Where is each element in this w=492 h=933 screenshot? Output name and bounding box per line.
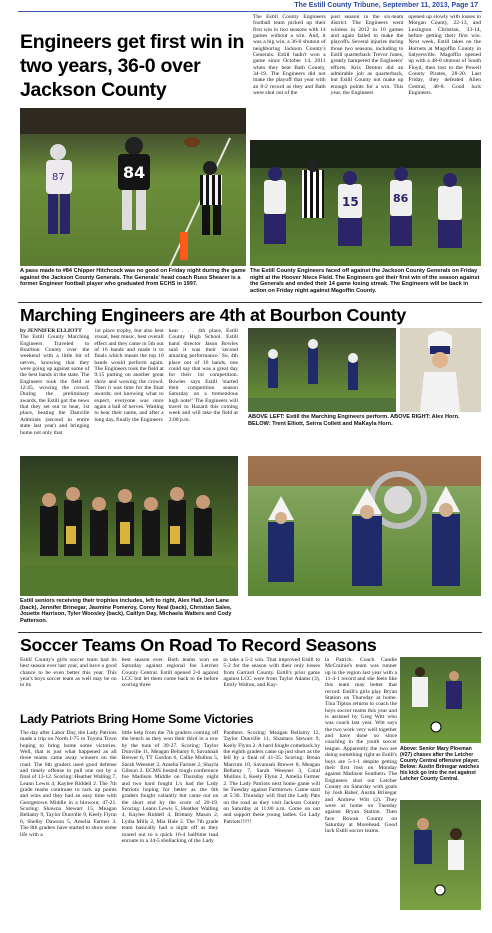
football-text-col2: post season in the six-team district. The Engineers went winless in 2012 in 10 games and again failed to make the playoffs. Several injuries during those two seasons, including to Estill quarterback Trevor Jones, greatly hampered the Engineers' efforts. Kris Denton did an admirable job as quarterback, but Estill County not make up enough points for a win. This year, the Engineers bbox=[330, 14, 404, 97]
soccer-text-col4: la Patrick. Coach Candie McCrainie's team was runner up in the region last year with a 11-4-1 record and she feels like this team may better that record. Estill's girls play Bryan Station on Thursday at home. Tina Tipton returns to coach the boys soccer teams this year and is assisted by Greg Witt who was coach last year. Witt says the two work very well together and have done so since coaching in the youth soccer league. Apparently the two are doing something right as Estill's boys are 5-1-1 despite getting their first loss on Monday against Madison Southern. The Engineers shut out Letcher County on Saturday with goals by Josh Baber, Austin Brinegar and Andrew Witt (2). They were at home on Tuesday against Bryan Station. Then face Rowan County on Saturday at Morehead. Good luck Estill soccer teams. bbox=[325, 657, 397, 835]
svg-text:84: 84 bbox=[123, 163, 146, 182]
page-header: The Estill County Tribune, September 11, 2013, Page 17 bbox=[18, 0, 482, 12]
lady-patriots-text-col3: Panthers. Scoring: Meagan Bellamy 12, Taylor Dunville 11, Shantara Stewart 9, Keely Flynn 2. A hard fought comeback by the eighth graders came up just short as the fell by a final of 41-35. Scoring: Brean Marcum 10, Savannah Brewer 8, Meagan Bellamy 7, Sarah Weesner 3, Coral Mullins 3, Keely Flynn 2, Amelia Farmer 2. The Lady Patriots next home game will be Tuesday against Farmtown. Game start at 5:30. Thursday will find the Lady Pats on the road as they visit Jackson County on Saturday at 11:00 a.m. Come on out and support these young ladies. Go Lady Patriots!!!!!! bbox=[223, 730, 320, 825]
football-text-col1: The Estill County Engineers football team picked up their first win in two seasons with 14 games without a win. And, it was a big win, a 36-0 shutout of neighboring Jackson County's Generals. Estill hadn't won a game since October 14, 2011 when they beat Bath County, 34-19. The Engineers did not make the playoff that year with an 8-2 record as they and Bath were shut out of the bbox=[253, 14, 326, 97]
marching-photo-performance bbox=[248, 328, 396, 412]
marching-photo-horns bbox=[248, 456, 481, 596]
svg-text:86: 86 bbox=[393, 192, 409, 205]
lady-patriots-text-col1: The day after Labor Day, the Lady Patriots made a trip on North I-75 to Toyota Town hoping to bring home some victories. Well, that is just what happened as all three teams came away winners on the road. The 6th graders used good defense and timely offense to pull one out by a final of 13-12. Scoring: Heather Walling 7, Leann Lewis 4, Kaylee Riddell 2. The 7th grade teams continues to rack up points and wins and they had an easy time with Georgetown Middle in a blowout, 47-21. Scoring: Shawna Stewart 15, Meagan Bellamy 9, Taylor Dunville 9, Keely Flynn 6, Shelby Dawson 5, Amelia Farmer 3. The 8th graders have started to show some life with a bbox=[20, 730, 117, 838]
headline-soccer: Soccer Teams On Road To Record Seasons bbox=[20, 635, 377, 655]
soccer-text-col2: best season ever. Both teams won on Saturday against regional foe Letcher County Central. Estill opened 2-0 against LCC but let them come back to tie before scoring three bbox=[121, 657, 219, 689]
marching-text-col2: 1st place trophy, but also best visual, best music, best overall effect and they came in 5th out of 16 bands and made it to finals which meant the top 10 bands would perform again. The Engineers took the field at 9:15 putting on another great show and wowing the crowd. Then it was time for the final awards; not knowing what to expect, everyone was once again a ball of nerves. Waiting to hear their name, and after a long day, finally the Engineers bbox=[94, 328, 164, 423]
marching-caption-above: ABOVE LEFT: Estill the Marching Engineers perform. ABOVE RIGHT: Alex Horn. BELOW: Trent Elliott, Seirra Collett and MaKayla Horn. bbox=[248, 414, 460, 427]
soccer-caption: Above: Senior Mary Ploeman (#27) chases after the Letcher County Central offensive player. Below: Austin Brinegar watches his kick go into the net against Letcher County Central. bbox=[400, 746, 480, 782]
marching-text-col1: The Estill County Marching Engineers Traveled to Bourbon County over the weekend with a little bit of nerves, knowing that they were going up against some of the best bands in the state. The Engineers took the field at 12:45, wowing the crowd. During the preliminary awards, the Estill got the news that they set out to hear, 1st place, beating the Danville Admirals (second in entire state last year) and bringing home not only that bbox=[20, 334, 90, 436]
marching-text-col3: hear . . . 4th place, Estill County High School. Estill band director Jason Bowles said it was their 'second amazing performance.' So, 4th place out of 16 bands, one could say that was a great day for their 1st competition. Bowles says Estill 'started their competition season Saturday on a tremendous high note!' The Engineers will travel to Hazard this coming week and will take the field at 3:00 p.m. bbox=[168, 328, 238, 423]
marching-photo-seniors bbox=[20, 456, 238, 596]
football-caption-left: A pass made to #84 Chipper Hitchcock was no good on Friday night during the game against the Jackson County Generals. The Generals' head coach Russ Shearer is a former Engineer football player who graduated from ECHS in 1997. bbox=[20, 268, 246, 287]
svg-text:87: 87 bbox=[52, 172, 65, 183]
football-photo-line bbox=[250, 140, 481, 266]
soccer-text-col1: Estill County's girls soccer team had its best season ever last year, and have a good chance to be even better this year. This year's boys soccer team as well may be on to its bbox=[20, 657, 117, 689]
football-caption-right: The Estill County Engineers faced off against the Jackson County Generals on Friday night at the Hoover Niece Field. The Engineers got their first win of the season against the Generals and ended their 14 game losing streak. The Engineers will be back in action on Friday night against Magoffin County. bbox=[250, 268, 480, 294]
football-photo-pass bbox=[20, 108, 246, 266]
soccer-text-col3: to take a 5-2 win. That improved Estill to 5-2 for the season with their only losses from Garrard County. Estill's prior game against LCC were from Taylor Adams (3), Emily Walton, and Kay- bbox=[223, 657, 320, 689]
soccer-photo-boys bbox=[400, 800, 481, 910]
football-text-col3: opened up slowly with losses to Morgan County, 22-13, and Lexington Christian, 33-14, before getting their first win. Next week, Estill takes on the Hornets at Magoffin County in Salyersville. Magoffin opened up with a 48-0 shutout of South Floyd, then lost to the Powell County Pirates, 28-20. Last Friday, they defeated Allen Central, 48-8. Good luck Engineers. bbox=[408, 14, 481, 97]
svg-text:15: 15 bbox=[342, 195, 359, 209]
marching-photo-alex-horn bbox=[400, 328, 481, 412]
headline-marching: Marching Engineers are 4th at Bourbon County bbox=[20, 305, 406, 325]
marching-byline: by JENNIFER ELLIOTT bbox=[20, 328, 82, 334]
lady-patriots-text-col2: little help from the 7th graders coming off the bench as they won their third in a row by the tune of 39-27. Scoring: Taylor Dunville 11, Meagan Bellamy 8, Savannah Brewer 6, TT Gordon 6, Callie Mullins 5, Sarah Weesner 2, Amelia Farmer 2, Shayla Gibson 2. ECMS hosted tough conference foe Madison Middle on Thursday night and two hard fought L's had the Lady Patriots hoping for better as the 6th graders fought valiantly but came out on the short end by the score of 20-19. Scoring: Leann Lewis 5, Heather Walling 4, Kaylee Riddell 4, Brittany Mason 2, Lydia Mills 2, Mia Hale 2. The 7th grade team basically had a night off as they roared out to a quick 16-4 halftime lead enroute to a 34-5 shellacking of the Lady bbox=[121, 730, 219, 844]
headline-football: Engineers get first win in two years, 36-0 over Jackson County bbox=[20, 31, 245, 101]
headline-lady-patriots: Lady Patriots Bring Home Some Victories bbox=[20, 712, 254, 726]
marching-caption-seniors: Estill seniors receiving their trophies includes, left to right, Alex Hall, Jon Lane (back), Jennifer Brinegar, Jasmine Pomeroy, Corey Neal (back), Christian Salee, Jouette Harrison, Tyler Woosley (back), Caitlyn Day, Michaela Walters and Cody Patterson. bbox=[20, 598, 232, 624]
soccer-photo-girls bbox=[400, 657, 481, 743]
